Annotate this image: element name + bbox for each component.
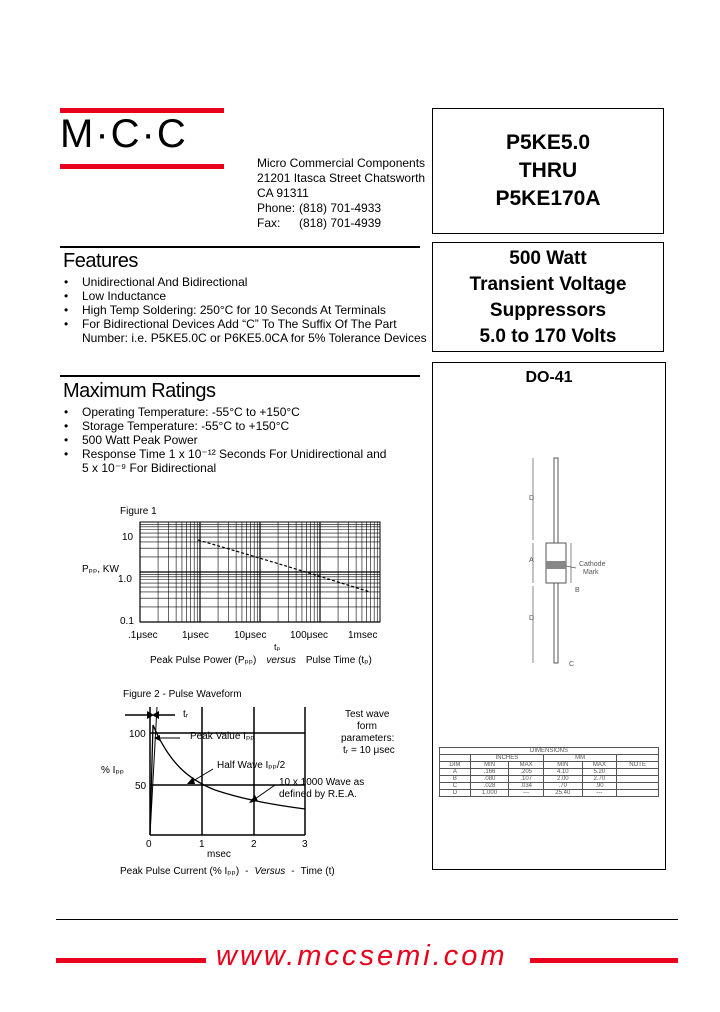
dimensions-header-cell: MIN xyxy=(544,762,583,769)
logo-bar-bottom xyxy=(60,164,224,169)
ratings-title: Maximum Ratings xyxy=(63,380,216,402)
dimensions-table-title: DIMENSIONS xyxy=(440,748,659,755)
figure-2 xyxy=(95,685,425,880)
part-number-box xyxy=(432,108,664,234)
dimensions-cell xyxy=(617,783,659,790)
package-dim-c: C xyxy=(569,661,575,668)
footer-url: www.mccsemi.com xyxy=(216,940,508,972)
footer-bar-left xyxy=(56,958,206,963)
dimensions-cell: .90 xyxy=(582,783,617,790)
ratings-item: • Operating Temperature: -55°C to +150°C xyxy=(62,405,386,419)
package-dim-b: B xyxy=(575,587,580,594)
figure-2-half-label: Half Wave Iₚₚ/2 xyxy=(217,760,286,771)
figure-2-test-2: form xyxy=(357,721,377,732)
dimensions-cell: .107 xyxy=(509,776,544,783)
features-item-continuation: Number: i.e. P5KE5.0C or P6KE5.0CA for 5% Tolerance Devices xyxy=(82,331,427,345)
figure-2-caption: Peak Pulse Current (% Iₚₚ) - Versus - Time (t) xyxy=(120,866,335,877)
ratings-list xyxy=(62,405,386,475)
dimensions-group: MM xyxy=(544,755,617,762)
company-phone: Phone: (818) 701-4933 xyxy=(257,201,382,215)
dimensions-cell: 4.10 xyxy=(544,769,583,776)
package-cathode-2: Mark xyxy=(583,569,599,576)
dimensions-header-cell: MIN xyxy=(470,762,509,769)
ratings-rule xyxy=(60,375,420,377)
figure-2-title: Figure 2 - Pulse Waveform xyxy=(123,689,242,700)
figure-2-xtick: 1 xyxy=(199,839,205,850)
company-street: 21201 Itasca Street Chatsworth xyxy=(257,171,426,185)
figure-2-grid xyxy=(150,707,305,835)
figure-2-ytick: 100 xyxy=(129,729,146,740)
description-box xyxy=(432,242,664,352)
package-name: DO-41 xyxy=(525,369,573,386)
package-dim-a: A xyxy=(529,557,534,564)
figure-1-xlabel: tₚ xyxy=(274,642,281,652)
ratings-item: • Response Time 1 x 10⁻¹² Seconds For Unidirectional and xyxy=(62,447,386,461)
figure-2-xlabel: msec xyxy=(207,849,231,860)
figure-2-xtick: 2 xyxy=(251,839,257,850)
figure-1-title: Figure 1 xyxy=(120,506,157,517)
figure-2-test-3: parameters: xyxy=(341,733,395,744)
dimensions-cell: D xyxy=(440,790,471,797)
features-item: • For Bidirectional Devices Add “C” To The Suffix Of The Part xyxy=(62,317,427,331)
dimensions-cell xyxy=(617,776,659,783)
description-line-1: 500 Watt xyxy=(509,248,587,269)
figure-2-test-4: tᵣ = 10 μsec xyxy=(343,745,395,756)
description-line-3: Suppressors xyxy=(489,300,607,321)
figure-2-peak-label: Peak Value Iₚₚ xyxy=(190,731,255,742)
dimensions-cell: --- xyxy=(582,790,617,797)
ratings-item: • Storage Temperature: -55°C to +150°C xyxy=(62,419,386,433)
figure-2-ytick: 50 xyxy=(135,781,147,792)
figure-1-grid xyxy=(140,522,380,622)
features-item: • Low Inductance xyxy=(62,289,427,303)
package-dim-d-bottom: D xyxy=(529,615,535,622)
dimensions-cell: .70 xyxy=(544,783,583,790)
company-fax: Fax: (818) 701-4939 xyxy=(257,216,382,230)
features-title: Features xyxy=(63,250,138,272)
features-item: • Unidirectional And Bidirectional xyxy=(62,275,427,289)
footer-bar-right xyxy=(530,958,678,963)
dimensions-header-cell: MAX xyxy=(582,762,617,769)
dimensions-cell: .034 xyxy=(509,783,544,790)
dimensions-cell xyxy=(617,790,659,797)
dimensions-cell: .205 xyxy=(509,769,544,776)
dimensions-header-cell: NOTE xyxy=(617,762,659,769)
dimensions-cell: B xyxy=(440,776,471,783)
figure-2-wave-label-1: 10 x 1000 Wave as xyxy=(279,777,365,788)
figure-1-xtick: 100μsec xyxy=(290,630,329,641)
figure-2-xtick: 0 xyxy=(146,839,152,850)
figure-1-curve xyxy=(198,540,370,592)
dimensions-cell: 1.000 xyxy=(470,790,509,797)
company-name: Micro Commercial Components xyxy=(257,156,426,170)
dimensions-cell xyxy=(617,769,659,776)
dimensions-cell: A xyxy=(440,769,471,776)
figure-1-ylabel: Pₚₚ, KW xyxy=(82,564,119,575)
dimensions-header-cell: DIM xyxy=(440,762,471,769)
part-number-to: P5KE170A xyxy=(495,187,601,210)
dimensions-table xyxy=(439,747,659,797)
dimensions-row xyxy=(440,769,659,776)
part-number-thru: THRU xyxy=(518,159,578,182)
description-line-2: Transient Voltage xyxy=(469,274,627,295)
package-drawing xyxy=(493,448,643,673)
dimensions-cell: .080 xyxy=(470,776,509,783)
logo: M·C·C xyxy=(60,112,188,156)
figure-1-xtick: .1μsec xyxy=(128,630,158,641)
part-number-from: P5KE5.0 xyxy=(505,131,591,154)
dimensions-row xyxy=(440,790,659,797)
figure-2-ylabel: % Iₚₚ xyxy=(101,765,125,776)
figure-1-ytick: 10 xyxy=(122,532,134,543)
package-box xyxy=(432,362,666,870)
figure-1-ytick: 1.0 xyxy=(118,574,132,585)
company-city: CA 91311 xyxy=(257,186,309,200)
figure-1-xtick: 1msec xyxy=(348,630,378,641)
figure-1-xtick: 1μsec xyxy=(182,630,209,641)
ratings-item: • 500 Watt Peak Power xyxy=(62,433,386,447)
description-line-4: 5.0 to 170 Volts xyxy=(479,326,617,347)
footer-rule xyxy=(56,919,678,920)
figure-1-caption: Peak Pulse Power (Pₚₚ) versus Pulse Time (tₚ) xyxy=(150,655,372,666)
figure-1-ytick: 0.1 xyxy=(120,616,134,627)
figure-2-wave-label-2: defined by R.E.A. xyxy=(279,789,357,800)
dimensions-group: INCHES xyxy=(470,755,543,762)
package-cathode-1: Cathode xyxy=(579,561,606,568)
figure-2-test-1: Test wave xyxy=(345,709,390,720)
dimensions-cell: 5.20 xyxy=(582,769,617,776)
company-address xyxy=(257,156,425,231)
figure-2-tr-label: tᵣ xyxy=(183,709,189,720)
figure-1 xyxy=(70,500,410,675)
dimensions-cell: 2.70 xyxy=(582,776,617,783)
dimensions-cell: .166 xyxy=(470,769,509,776)
dimensions-row xyxy=(440,783,659,790)
features-rule xyxy=(60,246,420,248)
figure-2-xtick: 3 xyxy=(302,839,308,850)
figure-1-xtick: 10μsec xyxy=(234,630,267,641)
features-list xyxy=(62,275,427,345)
dimensions-header-cell: MAX xyxy=(509,762,544,769)
features-item: • High Temp Soldering: 250°C for 10 Seconds At Terminals xyxy=(62,303,427,317)
dimensions-cell: 25.40 xyxy=(544,790,583,797)
dimensions-row xyxy=(440,776,659,783)
ratings-item-continuation: 5 x 10⁻⁹ For Bidirectional xyxy=(82,461,217,475)
dimensions-cell: .028 xyxy=(470,783,509,790)
package-dim-d-top: D xyxy=(529,495,535,502)
dimensions-cell: --- xyxy=(509,790,544,797)
dimensions-cell: C xyxy=(440,783,471,790)
dimensions-cell: 2.00 xyxy=(544,776,583,783)
dimensions-header-row xyxy=(440,762,659,769)
